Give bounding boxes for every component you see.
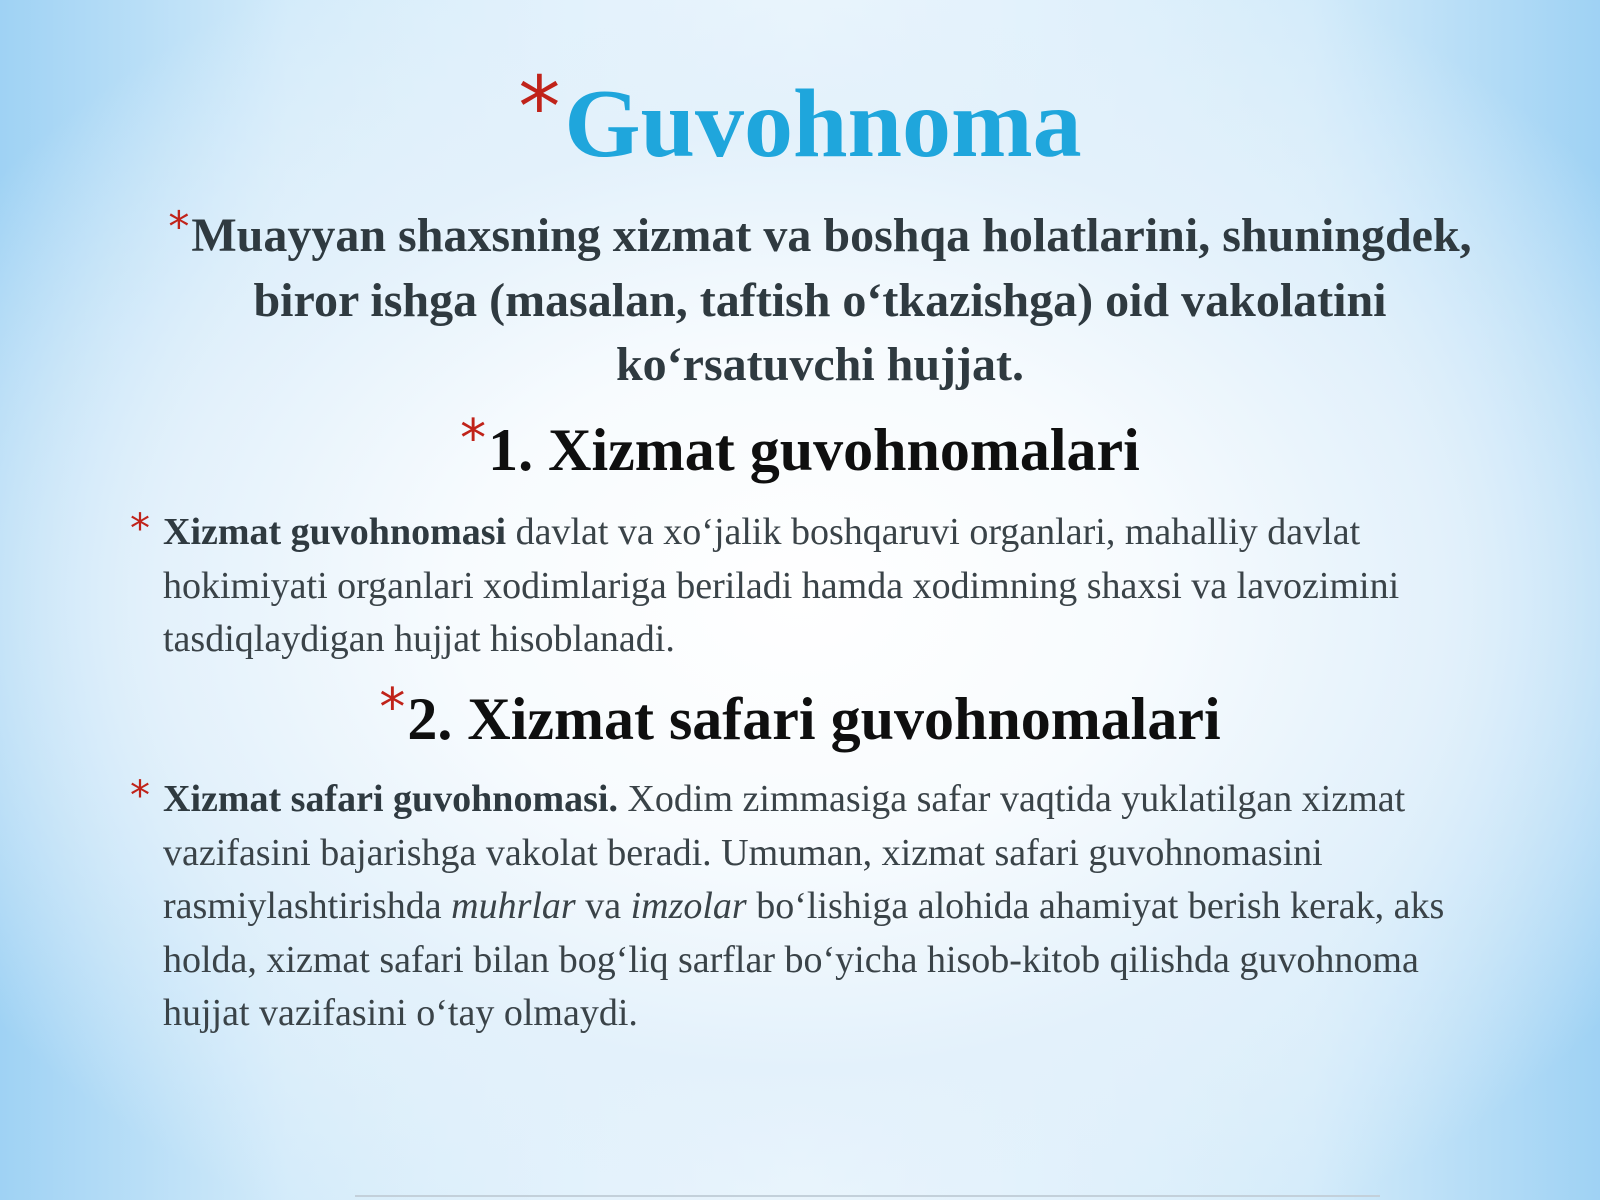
definition-bullet-asterisk: * xyxy=(168,202,190,251)
section-1-bullet-asterisk: * xyxy=(130,506,150,552)
section-heading-1 xyxy=(0,409,1600,486)
section-2-paragraph xyxy=(130,773,1503,1041)
section-2-term: Xizmat safari guvohnomasi. xyxy=(163,778,618,820)
section-2-heading-text: 2. Xizmat safari guvohnomalari xyxy=(407,686,1221,752)
definition-text: Muayyan shaxsning xizmat va boshqa holatlarini, shuningdek, biror ishga (masalan, taftish o‘tkazishga) oid vakolatini ko‘rsatuvchi hujjat. xyxy=(191,209,1472,391)
section-2-italic-imzolar: imzolar xyxy=(630,885,747,927)
section-1-heading-text: 1. Xizmat guvohnomalari xyxy=(488,417,1140,483)
section-2-heading-bullet-asterisk: * xyxy=(379,678,406,738)
section-heading-2 xyxy=(0,678,1600,755)
section-2-italic-muhrlar: muhrlar xyxy=(451,885,576,927)
section-2-text-2: va xyxy=(575,885,631,927)
section-1-text: davlat va xo‘jalik boshqaruvi organlari, mahalliy davlat hokimiyati organlari xodimlariga beriladi hamda xodimning shaxsi va lavozimini tasdiqlaydigan hujjat hisoblanadi. xyxy=(163,511,1400,660)
title-bullet-asterisk: * xyxy=(518,58,561,156)
section-1-heading-bullet-asterisk: * xyxy=(460,409,487,469)
section-2-text-1: Xodim zimmasiga safar vaqtida yuklatilgan xizmat vazifasini bajarishga vakolat beradi. Umuman, xizmat safari guvohnomasini rasmiylashtirishda xyxy=(163,778,1406,927)
section-1-paragraph xyxy=(130,506,1503,667)
slide-title xyxy=(0,58,1600,184)
definition-paragraph xyxy=(150,204,1490,397)
title-text: Guvohnoma xyxy=(564,70,1082,178)
section-2-bullet-asterisk: * xyxy=(130,773,150,819)
footer-divider xyxy=(355,1195,1380,1197)
section-2-text-3: bo‘lishiga alohida ahamiyat berish kerak, aks holda, xizmat safari bilan bog‘liq sarflar bo‘yicha hisob-kitob qilishda guvohnoma hujjat vazifasini o‘tay olmaydi. xyxy=(163,885,1445,1034)
section-1-term: Xizmat guvohnomasi xyxy=(163,511,507,553)
